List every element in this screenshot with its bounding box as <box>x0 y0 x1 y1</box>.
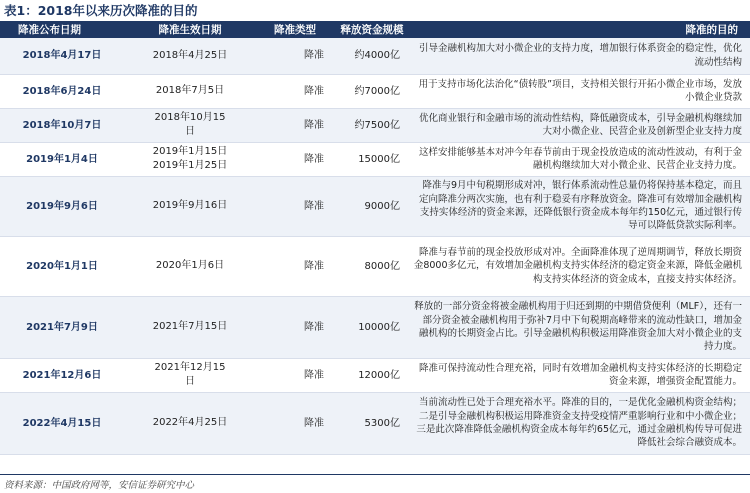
cut-type: 降准 <box>304 50 324 62</box>
effective-date: 2018年4月25日 <box>152 49 228 61</box>
table-row <box>0 176 750 236</box>
purpose-text: 用于支持市场化法治化“债转股”项目，支持相关银行开拓小微企业市场，发放小微企业贷款 <box>418 78 742 103</box>
release-amount: 15000亿 <box>358 153 400 165</box>
announce-date: 2018年4月17日 <box>22 50 102 62</box>
release-amount: 12000亿 <box>358 369 400 381</box>
cut-type: 降准 <box>304 119 324 131</box>
purpose-text: 这样安排能够基本对冲今年春节前由于现金投放造成的流动性波动，有利于金融机构继续加大对小微企业、民营企业支持力度。 <box>418 146 742 171</box>
table-bottom-rule <box>0 474 750 475</box>
announce-date: 2021年7月9日 <box>26 321 98 333</box>
cut-type: 降准 <box>304 260 324 272</box>
effective-date: 2019年9月16日 <box>152 200 228 211</box>
purpose-text: 释放的一部分资金将被金融机构用于归还到期的中期借贷便利（MLF），还有一部分资金被金融机构用于弥补7月中下旬税期高峰带来的流动性缺口，增加金融机构的长期资金占比。引导金融机构积极运用降准资金加大对小微企业的支持力度。 <box>414 301 742 353</box>
effective-date: 2019年1月15日 2019年1月25日 <box>152 146 228 171</box>
announce-date: 2022年4月15日 <box>22 417 102 429</box>
release-amount: 9000亿 <box>364 200 400 212</box>
cut-type: 降准 <box>304 417 324 429</box>
announce-date: 2018年6月24日 <box>22 85 102 97</box>
announce-date: 2021年12月6日 <box>22 369 102 381</box>
release-amount: 10000亿 <box>358 321 400 333</box>
cut-type: 降准 <box>304 200 324 212</box>
header-purpose: 降准的目的 <box>685 24 738 36</box>
header-effective-date: 降准生效日期 <box>158 24 222 36</box>
header-amount: 释放资金规模 <box>340 24 404 36</box>
cut-type: 降准 <box>304 85 324 97</box>
table-header-row <box>0 21 750 38</box>
table-row <box>0 358 750 392</box>
announce-date: 2019年9月6日 <box>26 200 98 212</box>
effective-date: 2020年1月6日 <box>155 260 225 271</box>
announce-date: 2018年10月7日 <box>22 119 102 131</box>
effective-date: 2021年12月15 日 <box>154 362 226 387</box>
table-row <box>0 108 750 142</box>
effective-date: 2018年7月5日 <box>155 85 225 96</box>
purpose-text: 当前流动性已处于合理充裕水平。降准的目的，一是优化金融机构资金结构；二是引导金融机构积极运用降准资金支持受疫情严重影响行业和中小微企业；三是此次降准降低金融机构资金成本每年约65亿元，通过金融机构传导可促进降低社会综合融资成本。 <box>416 397 742 449</box>
purpose-text: 引导金融机构加大对小微企业的支持力度，增加银行体系资金的稳定性，优化流动性结构 <box>418 43 742 68</box>
purpose-text: 优化商业银行和金融市场的流动性结构，降低融资成本，引导金融机构继续加大对小微企业、民营企业及创新型企业支持力度 <box>418 112 742 137</box>
purpose-text: 降准可保持流动性合理充裕，同时有效增加金融机构支持实体经济的长期稳定资金来源，增强资金配置能力。 <box>418 362 742 387</box>
table-title: 表1：2018年以来历次降准的目的 <box>4 3 198 18</box>
purpose-text: 降准与9月中旬税期形成对冲，银行体系流动性总量仍将保持基本稳定，而且定向降准分两次实施，也有利于稳妥有序释放资金。降准可有效增加金融机构支持实体经济的资金来源，还降低银行资金成本每年约150亿元，通过银行传导可以降低贷款实际利率。 <box>418 180 742 232</box>
cut-type: 降准 <box>304 153 324 165</box>
effective-date: 2022年4月25日 <box>152 417 228 428</box>
announce-date: 2020年1月1日 <box>26 260 98 272</box>
cut-type: 降准 <box>304 321 324 333</box>
header-type: 降准类型 <box>274 24 316 36</box>
effective-date: 2021年7月15日 <box>152 321 228 332</box>
effective-date: 2018年10月15 日 <box>154 112 226 137</box>
rrr-cut-table <box>0 21 750 455</box>
announce-date: 2019年1月4日 <box>26 153 98 165</box>
table-row <box>0 74 750 108</box>
purpose-text: 降准与春节前的现金投放形成对冲。全面降准体现了逆周期调节，释放长期资金8000多亿元，有效增加金融机构支持实体经济的稳定资金来源，降低金融机构支持实体经济的资金成本，直接支持实体经济。 <box>413 246 742 285</box>
release-amount: 5300亿 <box>364 417 400 429</box>
table-row <box>0 236 750 296</box>
table-row <box>0 142 750 176</box>
table-row <box>0 38 750 74</box>
release-amount: 约4000亿 <box>354 50 400 62</box>
source-note: 资料来源：中国政府网等，安信证券研究中心 <box>4 480 195 491</box>
header-announce-date: 降准公布日期 <box>18 24 81 36</box>
table-row <box>0 392 750 454</box>
release-amount: 8000亿 <box>364 260 400 272</box>
cut-type: 降准 <box>304 369 324 381</box>
table-row <box>0 296 750 358</box>
release-amount: 约7500亿 <box>354 119 400 131</box>
release-amount: 约7000亿 <box>354 85 400 97</box>
